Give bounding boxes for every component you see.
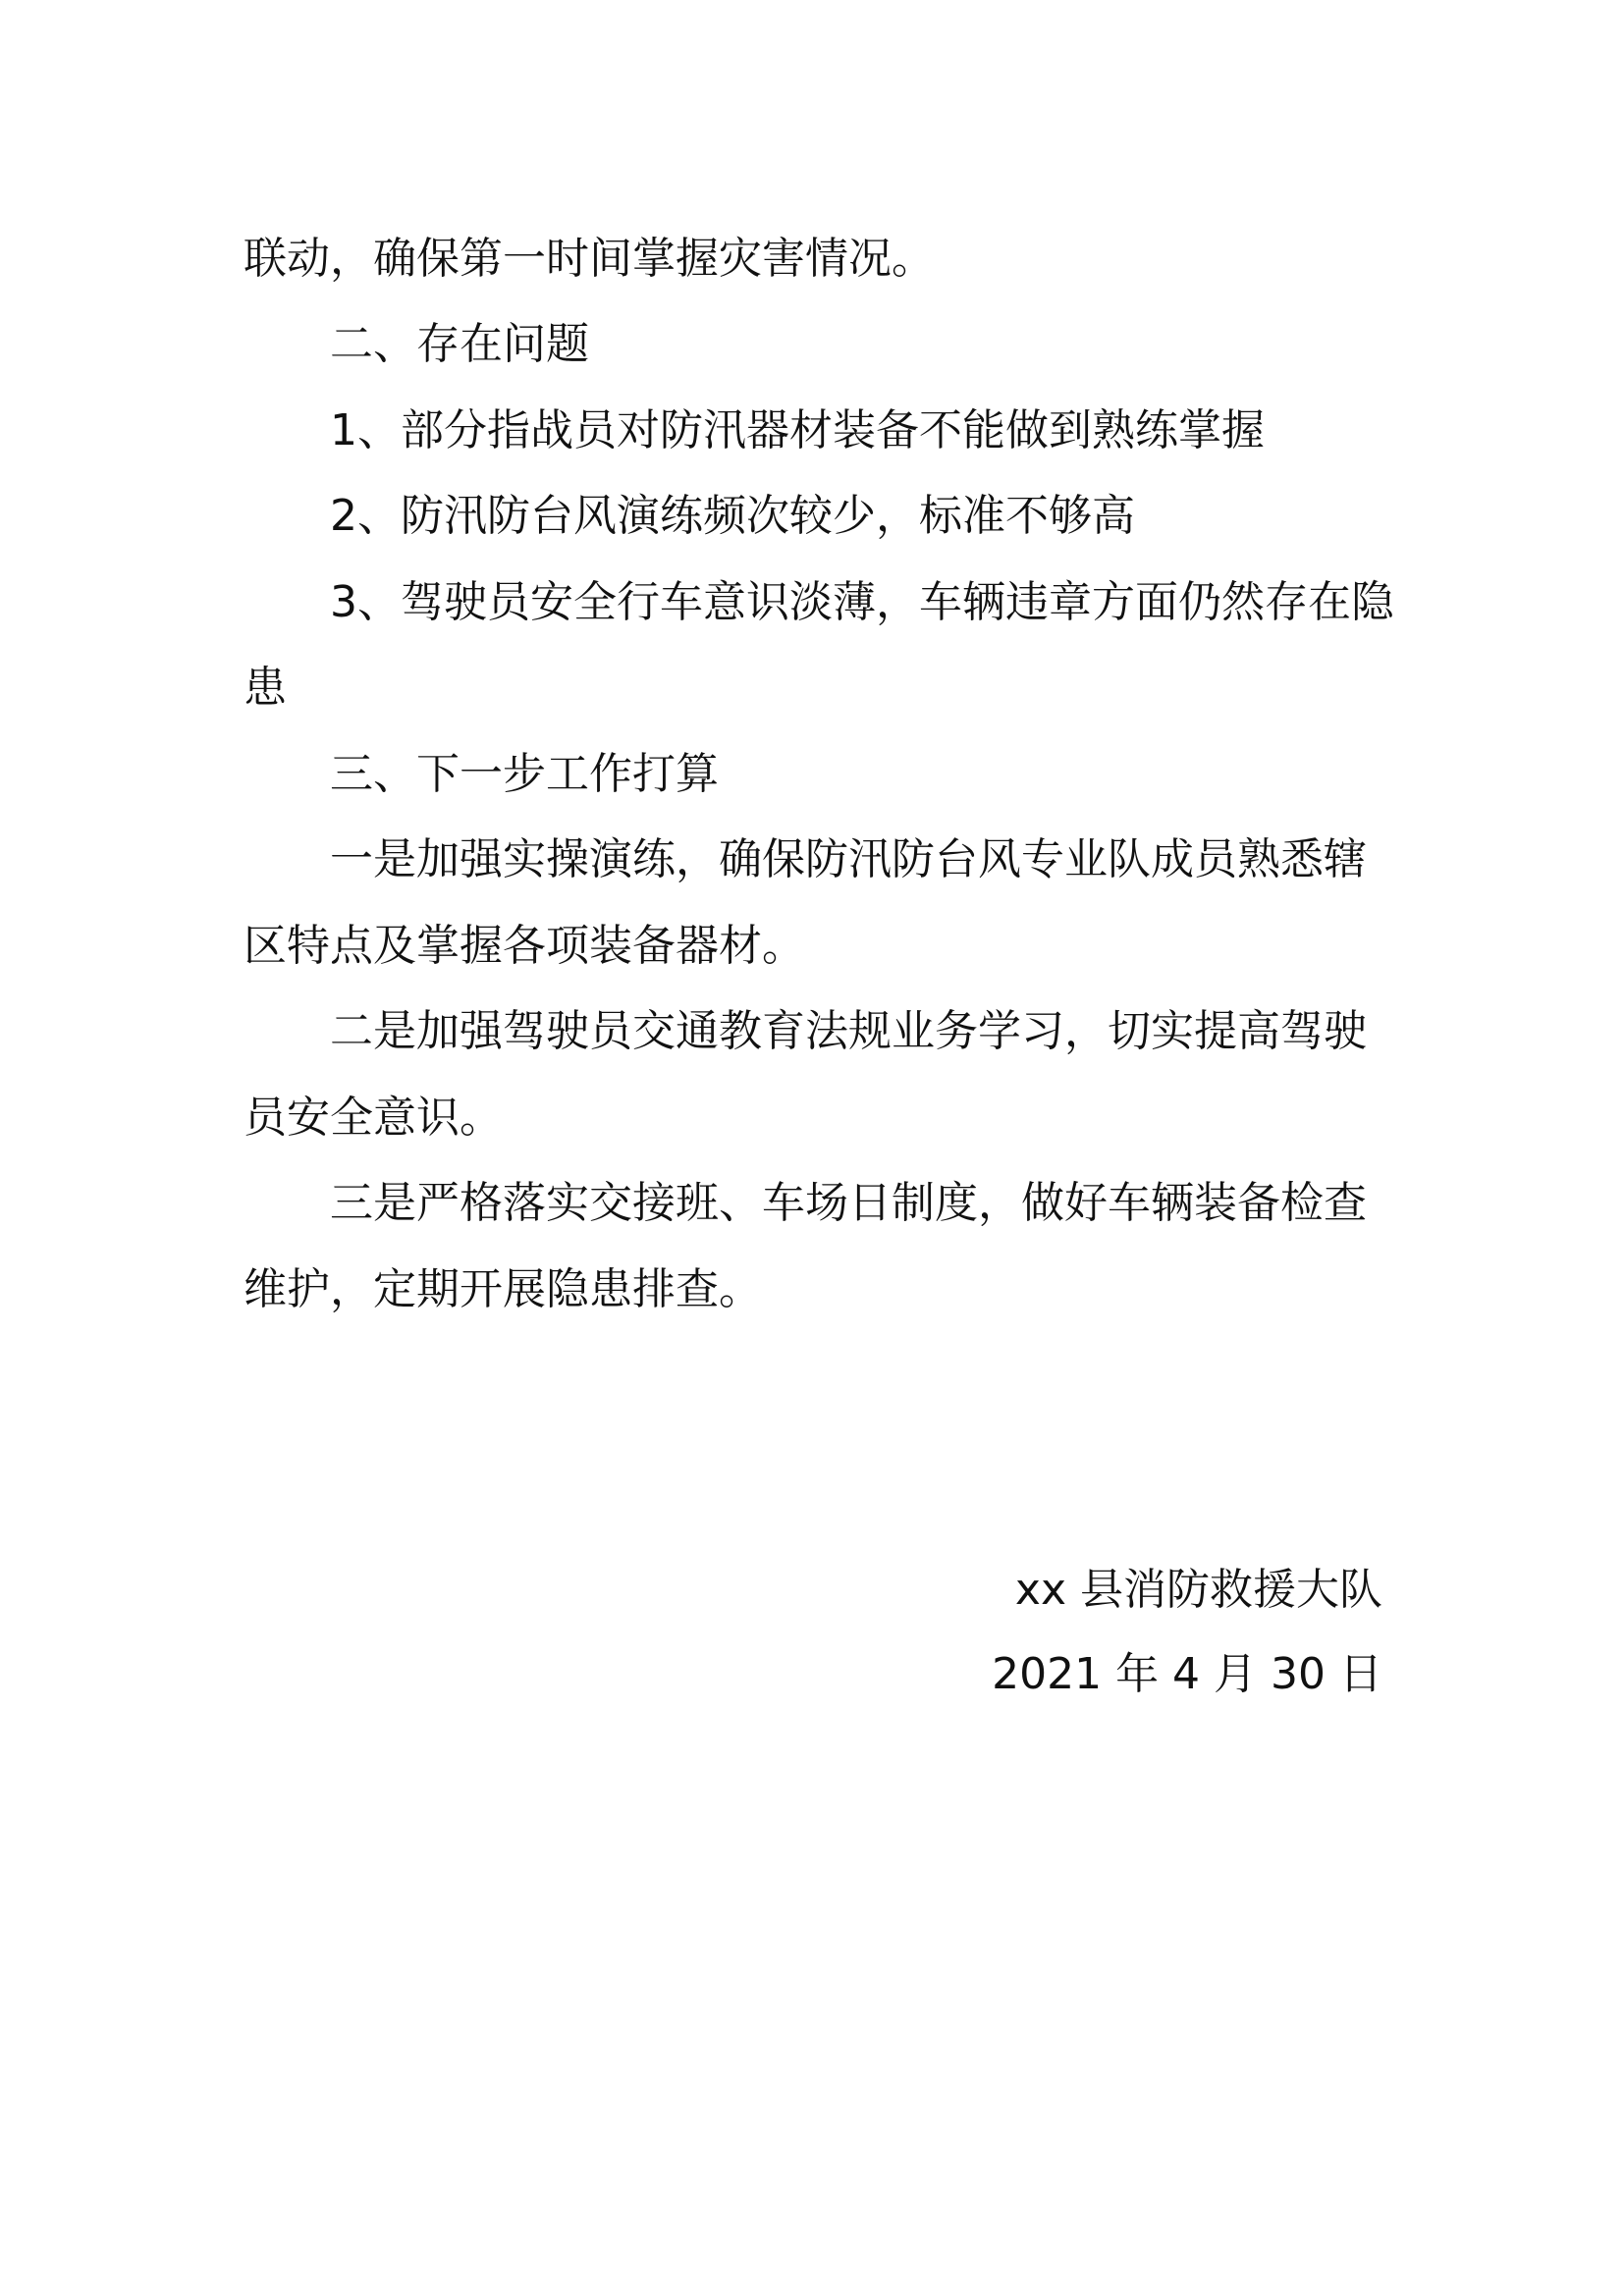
problem-item-3-continuation: 患	[244, 663, 287, 713]
next-step-2: 二是加强驾驶员交通教育法规业务学习，切实提高驾驶	[330, 1006, 1367, 1056]
next-step-3-continuation: 维护，定期开展隐患排查。	[244, 1264, 762, 1314]
next-step-3: 三是严格落实交接班、车场日制度，做好车辆装备检查	[330, 1178, 1367, 1228]
section-heading-next-steps: 三、下一步工作打算	[330, 749, 719, 799]
next-step-1-continuation: 区特点及掌握各项装备器材。	[244, 921, 805, 971]
signature-organization: xx 县消防救援大队	[1014, 1565, 1382, 1615]
problem-item-2: 2、防汛防台风演练频次较少，标准不够高	[330, 491, 1135, 541]
section-heading-problems: 二、存在问题	[330, 319, 589, 369]
problem-item-1: 1、部分指战员对防汛器材装备不能做到熟练掌握	[330, 405, 1265, 455]
paragraph-continuation: 联动，确保第一时间掌握灾害情况。	[244, 234, 935, 284]
signature-date: 2021 年 4 月 30 日	[992, 1649, 1382, 1699]
problem-item-3: 3、驾驶员安全行车意识淡薄，车辆违章方面仍然存在隐	[330, 577, 1394, 627]
next-step-1: 一是加强实操演练，确保防汛防台风专业队成员熟悉辖	[330, 834, 1367, 884]
next-step-2-continuation: 员安全意识。	[244, 1093, 503, 1143]
